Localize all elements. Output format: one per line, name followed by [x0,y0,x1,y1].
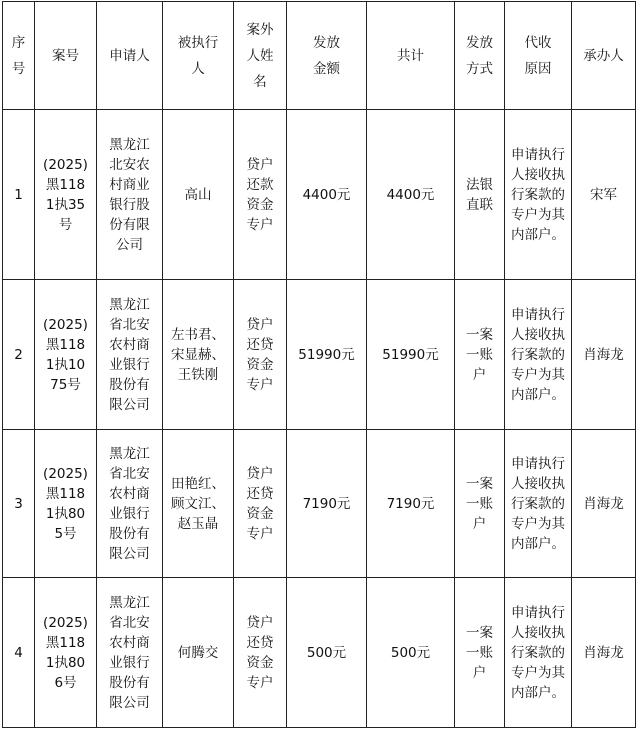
cell-total: 51990元 [367,280,455,430]
cell-outsider: 贷户还贷资金专户 [234,280,287,430]
cell-reason: 申请执行人接收执行案款的专户为其内部户。 [505,578,572,728]
header-method: 发放方式 [455,2,505,110]
cell-case-no: (2025)黑1181执35号 [35,110,97,280]
cell-case-no: (2025)黑1181执1075号 [35,280,97,430]
cell-seq: 3 [3,430,35,578]
header-amount: 发放金额 [287,2,367,110]
cell-outsider: 贷户还贷资金专户 [234,430,287,578]
cell-amount: 500元 [287,578,367,728]
cell-method: 一案一账户 [455,578,505,728]
cell-respondent: 田艳红、顾文江、赵玉晶 [163,430,234,578]
cell-method: 法银直联 [455,110,505,280]
cell-applicant: 黑龙江省北安农村商业银行股份有限公司 [97,430,163,578]
cell-amount: 7190元 [287,430,367,578]
cell-respondent: 高山 [163,110,234,280]
cell-case-no: (2025)黑1181执805号 [35,430,97,578]
cell-reason: 申请执行人接收执行案款的专户为其内部户。 [505,430,572,578]
header-case-no: 案号 [35,2,97,110]
cell-case-no: (2025)黑1181执806号 [35,578,97,728]
cell-method: 一案一账户 [455,280,505,430]
header-respondent: 被执行人 [163,2,234,110]
cell-method: 一案一账户 [455,430,505,578]
cell-handler: 肖海龙 [572,280,636,430]
cell-handler: 宋军 [572,110,636,280]
cell-total: 500元 [367,578,455,728]
cell-total: 7190元 [367,430,455,578]
header-reason: 代收原因 [505,2,572,110]
cell-handler: 肖海龙 [572,430,636,578]
cell-outsider: 贷户还款资金专户 [234,110,287,280]
table-row [3,110,636,280]
cell-seq: 4 [3,578,35,728]
cell-respondent: 何腾交 [163,578,234,728]
header-handler: 承办人 [572,2,636,110]
header-outsider: 案外人姓名 [234,2,287,110]
cell-handler: 肖海龙 [572,578,636,728]
cell-reason: 申请执行人接收执行案款的专户为其内部户。 [505,280,572,430]
cell-amount: 4400元 [287,110,367,280]
table-row [3,578,636,728]
cell-seq: 2 [3,280,35,430]
payment-table [2,1,636,728]
table-row [3,280,636,430]
cell-reason: 申请执行人接收执行案款的专户为其内部户。 [505,110,572,280]
header-applicant: 申请人 [97,2,163,110]
cell-applicant: 黑龙江省北安农村商业银行股份有限公司 [97,578,163,728]
cell-outsider: 贷户还贷资金专户 [234,578,287,728]
header-row [3,2,636,110]
header-total: 共计 [367,2,455,110]
cell-seq: 1 [3,110,35,280]
cell-total: 4400元 [367,110,455,280]
table-row [3,430,636,578]
cell-respondent: 左书君、宋显赫、王铁刚 [163,280,234,430]
cell-applicant: 黑龙江省北安农村商业银行股份有限公司 [97,280,163,430]
header-seq: 序号 [3,2,35,110]
cell-applicant: 黑龙江北安农村商业银行股份有限公司 [97,110,163,280]
cell-amount: 51990元 [287,280,367,430]
